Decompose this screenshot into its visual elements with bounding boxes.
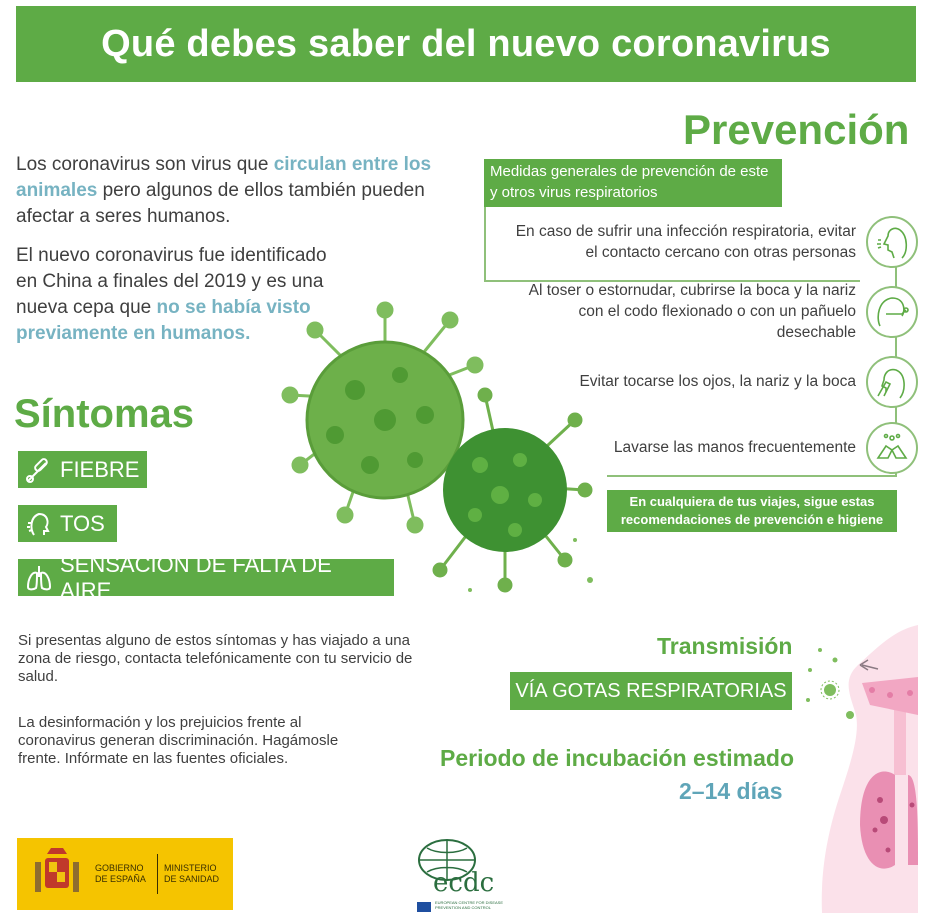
thermometer-icon: [24, 455, 54, 485]
page-title: Qué debes saber del nuevo coronavirus: [101, 22, 831, 65]
divider: [607, 475, 897, 477]
coat-of-arms-icon: [27, 844, 87, 904]
page-header: [16, 6, 916, 82]
ecdc-subtitle: EUROPEAN CENTRE FOR DISEASE PREVENTION AND CONTROL: [435, 900, 504, 910]
symptom-label: TOS: [60, 510, 105, 536]
cover-cough-icon: [866, 286, 918, 338]
transmission-value: VÍA GOTAS RESPIRATORIAS: [510, 672, 792, 710]
prevention-item-2: Al toser o estornudar, cubrirse la boca y la nariz con el codo flexionado o con un pañuelo desechable: [528, 282, 856, 341]
gov-label: GOBIERNO DE ESPAÑA: [95, 863, 146, 884]
symptom-shortness-of-breath: [18, 551, 394, 603]
ecdc-logo: [415, 838, 505, 916]
intro-text: Los coronavirus son virus que: [16, 154, 274, 175]
intro-text: El nuevo coronavirus fue identificado en China a finales del 2019 y es una nueva cepa que: [16, 245, 327, 318]
hand-wash-icon: [866, 422, 918, 474]
intro-text: pero algunos de ellos también pueden afectar a seres humanos.: [16, 180, 425, 227]
symptom-label: SENSACIÓN DE FALTA DE AIRE: [60, 551, 332, 603]
ecdc-wordmark: ecdc: [433, 868, 495, 898]
symptom-cough: [18, 505, 117, 542]
prevention-title: Prevención: [683, 106, 910, 153]
incubation-title: Periodo de incubación estimado: [440, 745, 795, 771]
symptom-fever: [18, 451, 147, 488]
prevention-item-4: Lavarse las manos frecuentemente: [613, 439, 856, 456]
lungs-icon: [24, 563, 54, 593]
touch-face-icon: [866, 356, 918, 408]
symptoms-title: Síntomas: [14, 392, 195, 436]
intro-highlight: circulan entre los animales: [16, 154, 432, 201]
sneeze-face-icon: [866, 216, 918, 268]
prevention-subtitle: Medidas generales de prevención de este y otros virus respiratorios: [484, 159, 782, 207]
prevention-item-1: En caso de sufrir una infección respiratoria, evitar el contacto cercano con otras personas: [515, 223, 856, 261]
intro-highlight: no se había visto previamente en humanos.: [16, 297, 311, 344]
incubation-value: 2–14 días: [679, 778, 783, 804]
divider: [157, 854, 158, 894]
symptom-label: FIEBRE: [60, 456, 140, 482]
intro-paragraph-1: [16, 152, 436, 230]
respiratory-system-illustration: [800, 625, 918, 913]
discrimination-notice: La desinformación y los prejuicios frente al coronavirus generan discriminación. Hagámosle frente. Infórmate en las fuentes oficiales.: [18, 714, 339, 767]
symptom-advice: Si presentas alguno de estos síntomas y has viajado a una zona de riesgo, contacta telefónicamente con tu servicio de salud.: [18, 632, 413, 685]
eu-flag-icon: [417, 902, 431, 912]
gobierno-logo: [17, 838, 233, 910]
prevention-item-3: Evitar tocarse los ojos, la nariz y la boca: [579, 373, 856, 390]
transmission-title: Transmisión: [657, 633, 793, 659]
ministry-label: MINISTERIO DE SANIDAD: [164, 863, 220, 884]
cough-icon: [24, 509, 54, 539]
travel-recommendation: En cualquiera de tus viajes, sigue estas recomendaciones de prevención e higiene: [607, 490, 897, 532]
